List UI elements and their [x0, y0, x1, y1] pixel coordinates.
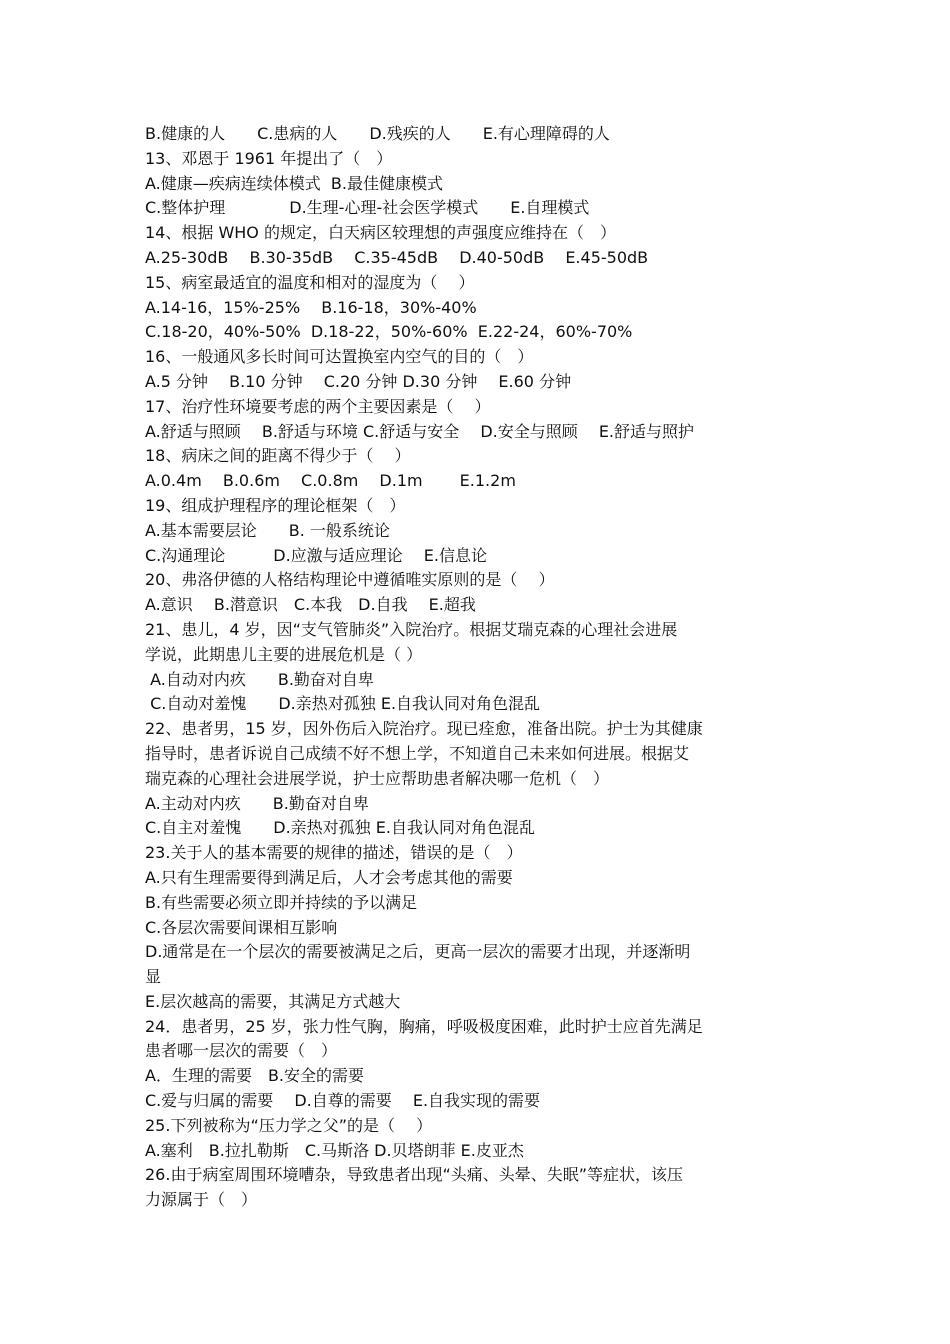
text-line: A.基本需要层论 B. 一般系统论 — [145, 520, 390, 540]
text-line: B.健康的人 C.患病的人 D.残疾的人 E.有心理障碍的人 — [145, 124, 610, 143]
text-line: A.14-16，15%-25% B.16-18，30%-40% — [145, 297, 477, 317]
text-line: 18、病床之间的距离不得少于（ ） — [145, 446, 411, 466]
text-line: E.层次越高的需要，其满足方式越大 — [145, 991, 401, 1011]
text-line: A.只有生理需要得到满足后，人才会考虑其他的需要 — [145, 867, 513, 887]
text-line: 25.下列被称为“压力学之父”的是（ ） — [145, 1115, 433, 1135]
document-body — [145, 122, 805, 1213]
text-line: A.舒适与照顾 B.舒适与环境 C.舒适与安全 D.安全与照顾 E.舒适与照护 — [145, 421, 695, 441]
text-line: B.有些需要必须立即并持续的予以满足 — [145, 892, 418, 912]
text-line: C.沟通理论 D.应激与适应理论 E.信息论 — [145, 545, 487, 565]
text-line: 13、邓恩于 1961 年提出了（ ） — [145, 148, 393, 168]
text-line: 力源属于（ ） — [145, 1190, 258, 1210]
text-line: C.各层次需要间课相互影响 — [145, 917, 338, 937]
text-line: 20、弗洛伊德的人格结构理论中遵循唯实原则的是（ ） — [145, 570, 555, 590]
text-line: 19、组成护理程序的理论框架（ ） — [145, 495, 406, 515]
text-line: 显 — [145, 967, 162, 987]
text-line: C.爱与归属的需要 D.自尊的需要 E.自我实现的需要 — [145, 1091, 541, 1111]
text-line: 17、治疗性环境要考虑的两个主要因素是（ ） — [145, 396, 491, 416]
text-line: 指导时，患者诉说自己成绩不好不想上学，不知道自己未来如何进展。根据艾 — [145, 743, 690, 763]
text-line: A.5 分钟 B.10 分钟 C.20 分钟 D.30 分钟 E.60 分钟 — [145, 371, 572, 391]
text-line: A.健康—疾病连续体模式 B.最佳健康模式 — [145, 173, 443, 193]
text-line: 21、患儿，4 岁，因“支气管肺炎”入院治疗。根据艾瑞克森的心理社会进展 — [145, 619, 678, 639]
text-line: C.自动对羞愧 D.亲热对孤独 E.自我认同对角色混乱 — [145, 694, 541, 714]
text-line: C.自主对羞愧 D.亲热对孤独 E.自我认同对角色混乱 — [145, 818, 535, 838]
text-line: 23.关于人的基本需要的规律的描述，错误的是（ ） — [145, 843, 523, 863]
text-line: C.整体护理 D.生理-心理-社会医学模式 E.自理模式 — [145, 198, 590, 218]
text-line: A.塞利 B.拉扎勒斯 C.马斯洛 D.贝塔朗菲 E.皮亚杰 — [145, 1140, 524, 1160]
text-line: C.18-20，40%-50% D.18-22，50%-60% E.22-24，60%-70% — [145, 322, 633, 342]
text-line: D.通常是在一个层次的需要被满足之后，更高一层次的需要才出现，并逐渐明 — [145, 942, 691, 962]
text-line: 22、患者男，15 岁，因外伤后入院治疗。现已痊愈，准备出院。护士为其健康 — [145, 719, 703, 739]
text-line: 患者哪一层次的需要（ ） — [145, 1041, 338, 1061]
text-line: A.25-30dB B.30-35dB C.35-45dB D.40-50dB E.45-50dB — [145, 247, 649, 267]
text-line: A.自动对内疚 B.勤奋对自卑 — [145, 669, 374, 689]
text-line: A．生理的需要 B.安全的需要 — [145, 1066, 365, 1086]
text-line: 15、病室最适宜的温度和相对的湿度为（ ） — [145, 272, 475, 292]
text-line: A.0.4m B.0.6m C.0.8m D.1m E.1.2m — [145, 471, 516, 491]
text-line: 学说，此期患儿主要的进展危机是（ ） — [145, 644, 423, 664]
text-line: 24．患者男，25 岁，张力性气胸，胸痛，呼吸极度困难，此时护士应首先满足 — [145, 1016, 703, 1036]
text-line: 瑞克森的心理社会进展学说，护士应帮助患者解决哪一危机（ ） — [145, 768, 610, 788]
text-line: A.主动对内疚 B.勤奋对自卑 — [145, 793, 369, 813]
text-line: 16、一般通风多长时间可达置换室内空气的目的（ ） — [145, 347, 534, 367]
text-line: 26.由于病室周围环境嘈杂，导致患者出现“头痛、头晕、失眠”等症状，该压 — [145, 1165, 684, 1185]
text-line: 14、根据 WHO 的规定，白天病区较理想的声强度应维持在（ ） — [145, 223, 616, 243]
text-line: A.意识 B.潜意识 C.本我 D.自我 E.超我 — [145, 595, 476, 615]
